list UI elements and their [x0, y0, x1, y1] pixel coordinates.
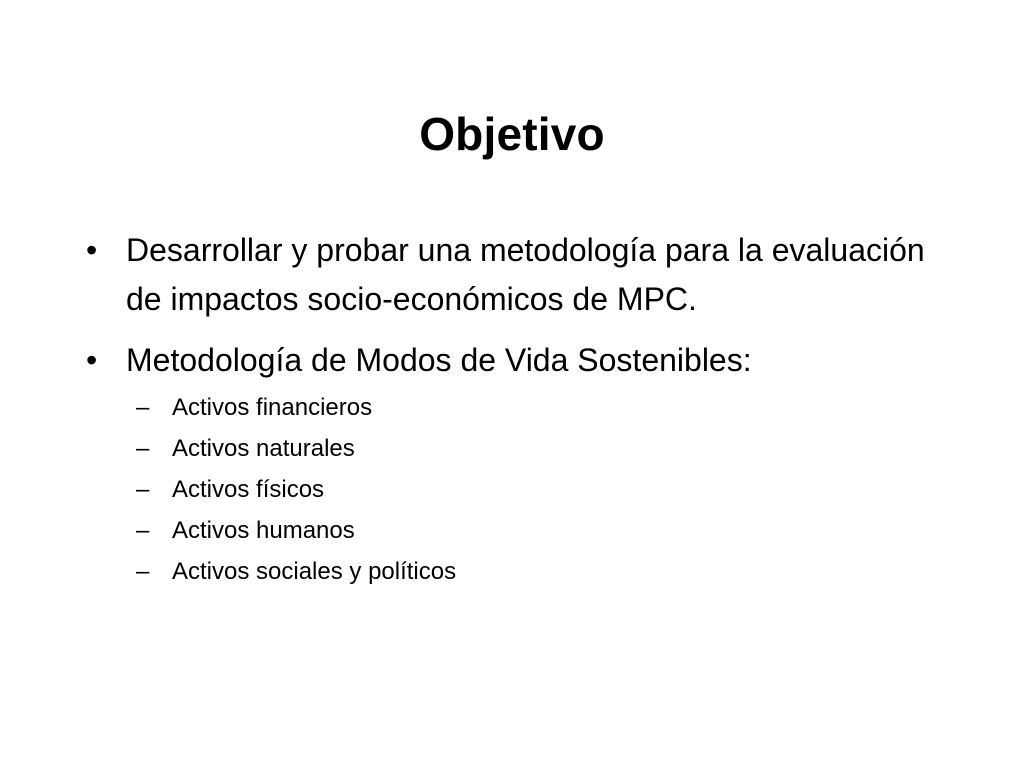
bullet-icon: • [86, 232, 98, 268]
bullet-list [84, 226, 964, 604]
sub-bullet-text: Activos humanos [172, 517, 355, 544]
bullet-item-objective [84, 226, 964, 324]
dash-icon: – [136, 558, 150, 585]
sub-bullet-item [126, 428, 964, 469]
sub-bullet-list [126, 387, 964, 592]
dash-icon: – [136, 517, 150, 544]
sub-bullet-text: Activos sociales y políticos [172, 558, 457, 585]
slide-title: Objetivo [419, 108, 605, 160]
dash-icon: – [136, 394, 150, 421]
sub-bullet-text: Activos financieros [172, 394, 373, 421]
bullet-text: Metodología de Modos de Vida Sostenibles: [126, 342, 752, 378]
dash-icon: – [136, 476, 150, 503]
bullet-text: Desarrollar y probar una metodología para la evaluación de impactos socio-económicos de MPC. [126, 232, 925, 317]
sub-bullet-text: Activos naturales [172, 435, 355, 462]
sub-bullet-item [126, 551, 964, 592]
sub-bullet-item [126, 510, 964, 551]
bullet-icon: • [86, 342, 98, 378]
sub-bullet-text: Activos físicos [172, 476, 325, 503]
bullet-item-methodology [84, 336, 964, 592]
dash-icon: – [136, 435, 150, 462]
sub-bullet-item [126, 387, 964, 428]
sub-bullet-item [126, 469, 964, 510]
